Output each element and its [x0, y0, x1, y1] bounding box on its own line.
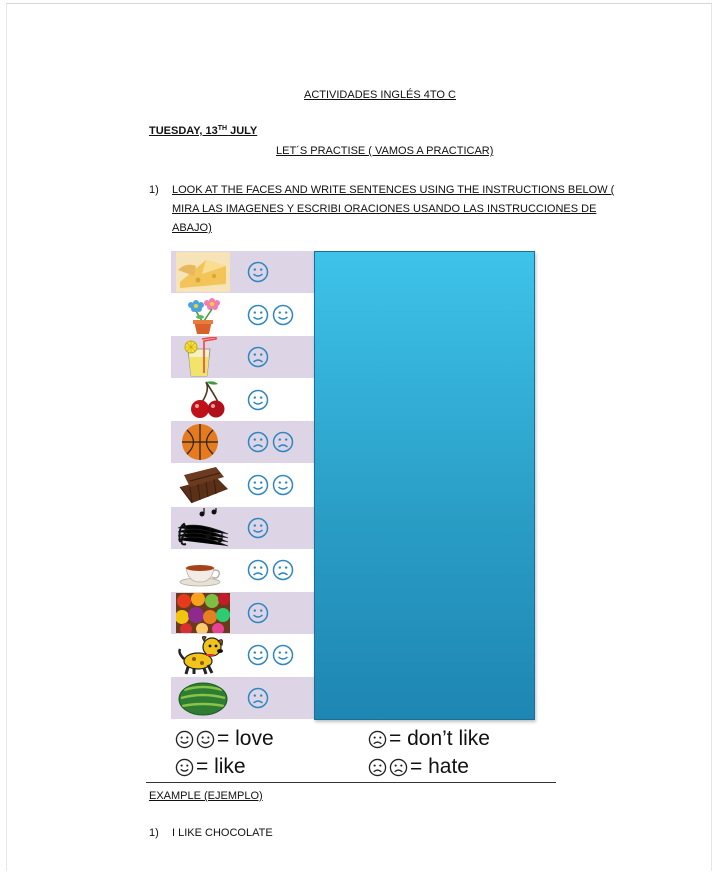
legend	[175, 727, 535, 779]
fruit-icon	[176, 593, 230, 633]
date-suffix: TH	[217, 125, 228, 132]
chocolate-icon	[176, 465, 230, 505]
sad-face-icon	[272, 431, 294, 453]
faces-group	[247, 421, 297, 463]
faces-group	[247, 294, 297, 336]
activity-row	[171, 634, 315, 676]
happy-face-icon	[175, 730, 194, 749]
happy-face-icon	[247, 602, 269, 624]
faces-group	[247, 336, 272, 378]
sad-face-icon	[368, 758, 387, 777]
activity-row	[171, 421, 315, 463]
sad-face-icon	[247, 559, 269, 581]
sad-face-icon	[368, 730, 387, 749]
happy-face-icon	[272, 474, 294, 496]
lemonade-icon	[176, 337, 230, 377]
activity-row	[171, 336, 315, 378]
activity-row	[171, 294, 315, 336]
legend-love	[175, 727, 274, 751]
cherries-icon	[176, 380, 230, 420]
question-text: LOOK AT THE FACES AND WRITE SENTENCES USING THE INSTRUCTIONS BELOW ( MIRA LAS IMAGENES Y ESCRIBI ORACIONES USANDO LAS INSTRUCCIONES DE ABAJO)	[172, 184, 615, 234]
faces-group	[247, 379, 272, 421]
activity-row	[171, 549, 315, 591]
happy-face-icon	[272, 644, 294, 666]
sad-face-icon	[247, 431, 269, 453]
happy-face-icon	[247, 517, 269, 539]
faces-group	[247, 634, 297, 676]
question-number: 1)	[149, 184, 159, 196]
faces-group	[247, 677, 272, 719]
example-answer	[149, 827, 273, 839]
example-label: EXAMPLE (EJEMPLO)	[149, 790, 263, 802]
activity-table	[171, 251, 535, 721]
tea-icon	[176, 550, 230, 590]
sad-face-icon	[272, 559, 294, 581]
date-heading	[149, 125, 257, 137]
happy-face-icon	[247, 644, 269, 666]
happy-face-icon	[247, 474, 269, 496]
example-text: I LIKE CHOCOLATE	[172, 827, 273, 839]
activity-row	[171, 592, 315, 634]
legend-love-label: = love	[217, 727, 274, 750]
date-main: TUESDAY, 13	[149, 125, 218, 137]
happy-face-icon	[247, 389, 269, 411]
activity-row	[171, 464, 315, 506]
faces-group	[247, 592, 272, 634]
happy-face-icon	[247, 261, 269, 283]
subtitle: LET´S PRACTISE ( VAMOS A PRACTICAR)	[276, 145, 494, 157]
question-1	[149, 181, 629, 238]
legend-hate-label: = hate	[410, 755, 469, 778]
divider	[146, 782, 556, 783]
faces-group	[247, 507, 272, 549]
activity-row	[171, 251, 315, 293]
answer-box[interactable]	[314, 251, 535, 720]
flowers-icon	[176, 295, 230, 335]
sad-face-icon	[247, 346, 269, 368]
legend-dont-like-label: = don’t like	[389, 727, 490, 750]
sad-face-icon	[389, 758, 408, 777]
watermelon-icon	[176, 678, 230, 718]
faces-group	[247, 251, 272, 293]
music-icon	[176, 508, 230, 548]
faces-group	[247, 464, 297, 506]
dog-icon	[176, 635, 230, 675]
basketball-icon	[176, 422, 230, 462]
faces-group	[247, 549, 297, 591]
happy-face-icon	[175, 758, 194, 777]
happy-face-icon	[196, 730, 215, 749]
happy-face-icon	[272, 304, 294, 326]
happy-face-icon	[247, 304, 269, 326]
activity-row	[171, 507, 315, 549]
example-number: 1)	[149, 827, 159, 839]
sad-face-icon	[247, 687, 269, 709]
date-month: JULY	[227, 125, 258, 137]
legend-dont-like	[368, 727, 490, 751]
activity-row	[171, 379, 315, 421]
legend-like-label: = like	[196, 755, 246, 778]
legend-like	[175, 755, 246, 779]
cheese-icon	[176, 252, 230, 292]
document-title: ACTIVIDADES INGLÉS 4TO C	[303, 89, 456, 101]
legend-hate	[368, 755, 469, 779]
activity-row	[171, 677, 315, 719]
